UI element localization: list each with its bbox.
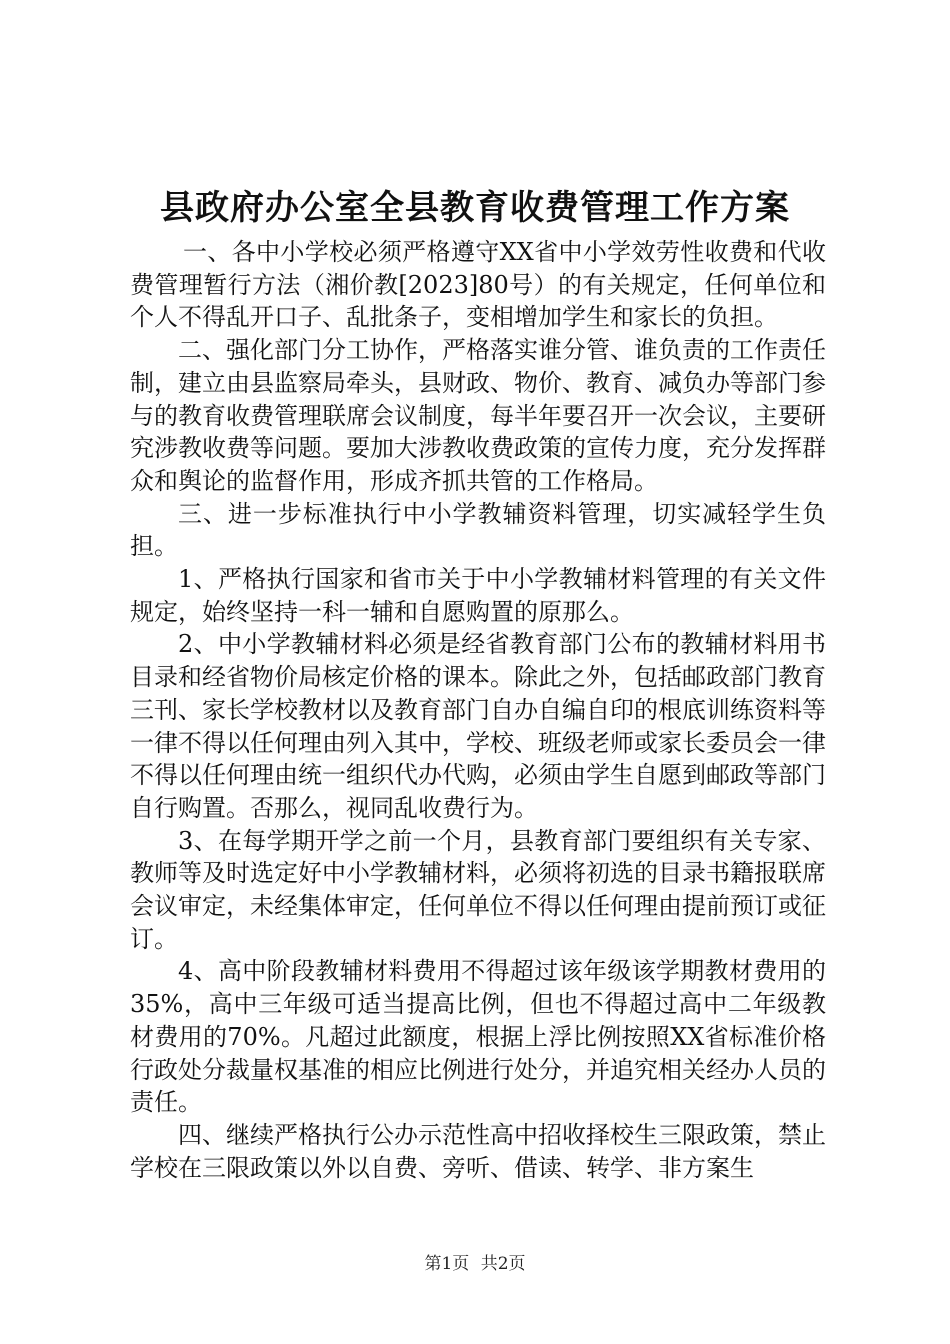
- paragraph-2: 二、强化部门分工协作，严格落实谁分管、谁负责的工作责任制，建立由县监察局牵头，县财政、物价、教育、减负办等部门参与的教育收费管理联席会议制度，每半年要召开一次会议，主要研究涉教收费等问题。要加大涉教收费政策的宣传力度，充分发挥群众和舆论的监督作用，形成齐抓共管的工作格局。: [130, 336, 826, 495]
- paragraph-3: 三、进一步标准执行中小学教辅资料管理，切实减轻学生负担。: [130, 499, 826, 561]
- document-body: [130, 236, 826, 1184]
- page-total: 共2页: [480, 1254, 526, 1274]
- paragraph-5: 2、中小学教辅材料必须是经省教育部门公布的教辅材料用书目录和经省物价局核定价格的课本。除此之外，包括邮政部门教育三刊、家长学校教材以及教育部门自办自编自印的根底训练资料等一律不得以任何理由列入其中，学校、班级老师或家长委员会一律不得以任何理由统一组织代办代购，必须由学生自愿到邮政等部门自行购置。否那么，视同乱收费行为。: [130, 630, 826, 822]
- document-title: 县政府办公室全县教育收费管理工作方案: [160, 188, 790, 228]
- paragraph-1: 一、各中小学校必须严格遵守XX省中小学效劳性收费和代收费管理暂行方法（湘价教[2023]80号）的有关规定，任何单位和个人不得乱开口子、乱批条子，变相增加学生和家长的负担。: [130, 238, 826, 332]
- page-number: 第1页: [424, 1254, 470, 1274]
- paragraph-7: 4、高中阶段教辅材料费用不得超过该年级该学期教材费用的35%，高中三年级可适当提高比例，但也不得超过高中二年级教材费用的70%。凡超过此额度，根据上浮比例按照XX省标准价格行政处分裁量权基准的相应比例进行处分，并追究相关经办人员的责任。: [130, 957, 826, 1117]
- page-footer: [0, 1252, 950, 1276]
- paragraph-8: 四、继续严格执行公办示范性高中招收择校生三限政策，禁止学校在三限政策以外以自费、旁听、借读、转学、非方案生: [130, 1120, 826, 1182]
- paragraph-4: 1、严格执行国家和省市关于中小学教辅材料管理的有关文件规定，始终坚持一科一辅和自愿购置的原那么。: [130, 565, 826, 626]
- paragraph-6: 3、在每学期开学之前一个月，县教育部门要组织有关专家、教师等及时选定好中小学教辅材料，必须将初选的目录书籍报联席会议审定，未经集体审定，任何单位不得以任何理由提前预订或征订。: [130, 826, 826, 953]
